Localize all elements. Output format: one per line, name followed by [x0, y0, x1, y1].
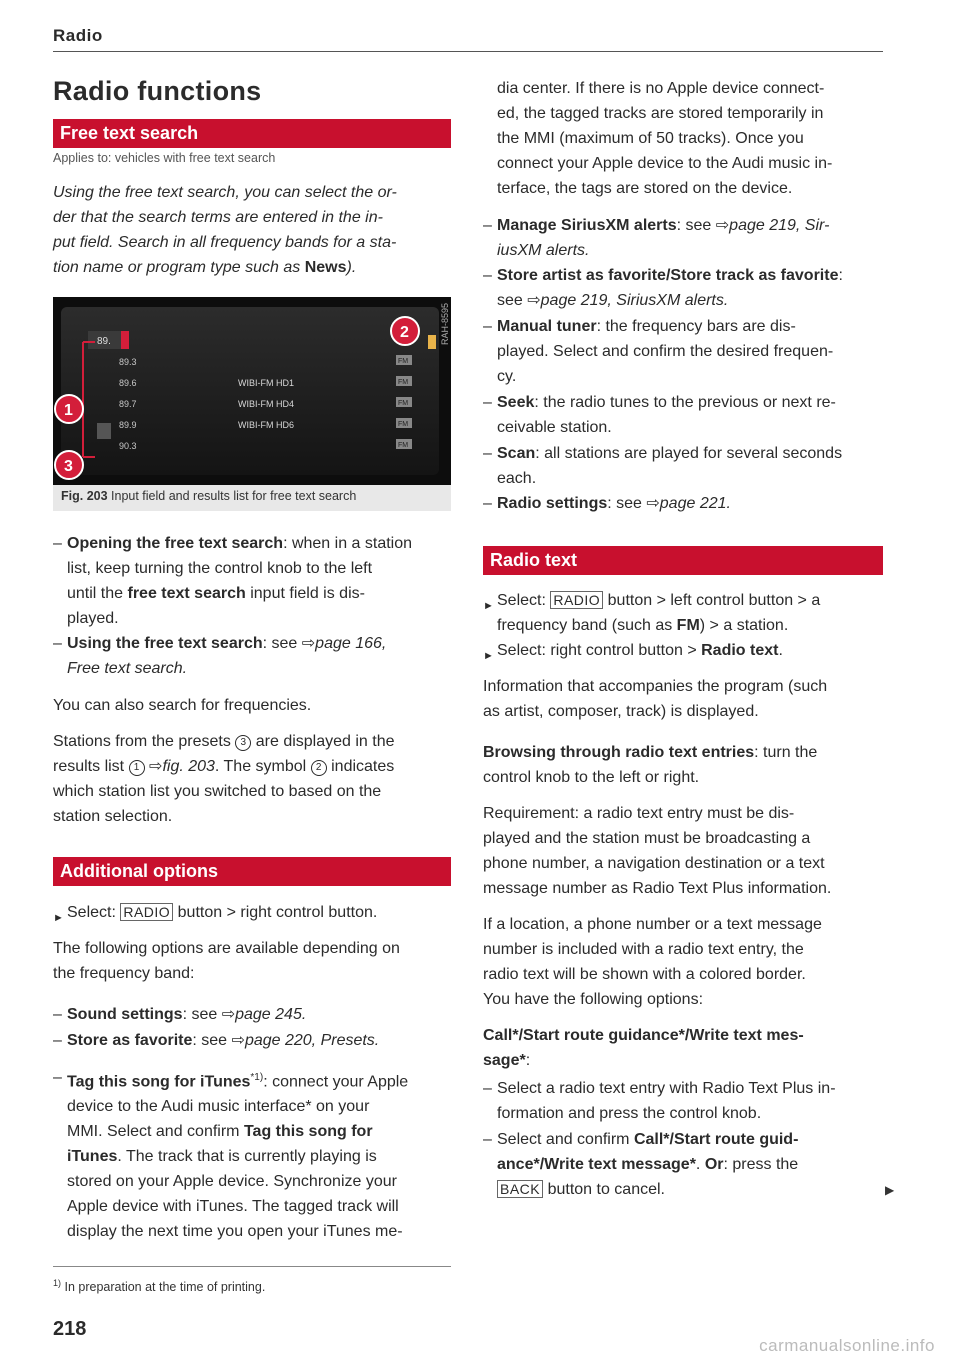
input-field-value: 89.	[97, 336, 111, 347]
fm-icon: FM	[398, 442, 409, 449]
applies-to-note: Applies to: vehicles with free text search	[53, 151, 276, 165]
list-item-sound: – Sound settings: see ⇨page 245.	[53, 1006, 307, 1023]
mmi-screen-image	[53, 297, 451, 485]
result-station: WIBI-FM HD6	[238, 420, 294, 430]
page-number: 218	[53, 1318, 87, 1340]
page-ref-link[interactable]: page 166,	[315, 635, 387, 652]
header-rule	[53, 51, 883, 52]
page-title: Radio functions	[53, 76, 262, 106]
page-ref-link[interactable]: page 245.	[235, 1006, 307, 1023]
presets-paragraph: Stations from the presets 3 are displayed in the results list 1 ⇨fig. 203. The symbol 2 indicates which station list you switched to based on the station selection.	[53, 733, 395, 825]
continue-arrow-icon: ▶	[885, 1183, 895, 1197]
result-freq: 89.9	[119, 420, 137, 430]
callout-1-label: 1	[64, 402, 73, 419]
select-step-radio-text-2: ► Select: right control button > Radio text.	[483, 642, 783, 662]
figure-code: RAH-8595	[440, 302, 450, 345]
radio-key: RADIO	[120, 903, 173, 921]
intro-paragraph: Using the free text search, you can select the or- der that the search terms are entered in the in- put field. Search in all frequency bands for a sta- tion name or program type such as News).	[53, 184, 397, 276]
list-item-option-2: – Select and confirm Call*/Start route guid- ance*/Write text message*. Or: press the BACK button to cancel.	[483, 1131, 799, 1198]
figure-caption: Fig. 203 Input field and results list for free text search	[61, 489, 357, 503]
list-item-store-artist: – Store artist as favorite/Store track as favorite: see ⇨page 219, SiriusXM alerts.	[483, 267, 843, 309]
callout-3-label: 3	[64, 458, 73, 475]
list-item-seek: – Seek: the radio tunes to the previous or next re- ceivable station.	[483, 394, 836, 436]
callout-1-ref: 1	[129, 760, 145, 776]
page-ref-link[interactable]: page 221.	[659, 495, 731, 512]
list-item-option-1: – Select a radio text entry with Radio Text Plus in- formation and press the control knob.	[483, 1080, 836, 1122]
fm-icon: FM	[398, 400, 409, 407]
footnote-rule	[53, 1266, 451, 1267]
list-item-scan: – Scan: all stations are played for several seconds each.	[483, 445, 843, 487]
list-item-opening: – Opening the free text search: when in a station list, keep turning the control knob to the left until the free text search input field is dis- played.	[53, 535, 413, 627]
page-ref-link[interactable]: page 220, Presets.	[244, 1032, 380, 1049]
back-key: BACK	[497, 1180, 543, 1198]
select-step-radio-text-1: ► Select: RADIO button > left control button > a frequency band (such as FM) > a station.	[483, 592, 821, 634]
fm-icon: FM	[398, 421, 409, 428]
list-item-radio-settings: – Radio settings: see ⇨page 221.	[483, 495, 731, 512]
page-ref-link[interactable]: page 219, SiriusXM alerts.	[540, 292, 729, 309]
fm-icon: FM	[398, 358, 409, 365]
list-item-siriusxm: – Manage SiriusXM alerts: see ⇨page 219, Sir- iusXM alerts.	[483, 217, 830, 259]
running-header: Radio	[53, 26, 103, 45]
list-item-store: – Store as favorite: see ⇨page 220, Presets.	[53, 1032, 380, 1049]
result-freq: 90.3	[119, 441, 137, 451]
requirement-paragraph: Requirement: a radio text entry must be dis- played and the station must be broadcasting a phone number, a navigation destination or a text message number as Radio Text Plus information.	[483, 805, 832, 897]
depend-paragraph: The following options are available depending on the frequency band:	[53, 940, 400, 982]
list-item-using: – Using the free text search: see ⇨page 166, Free text search.	[53, 635, 387, 677]
section-heading-free-text-search: Free text search	[53, 119, 451, 148]
callout-3-ref: 3	[235, 735, 251, 751]
tag-continuation: dia center. If there is no Apple device connect- ed, the tagged tracks are stored temporarily in the MMI (maximum of 50 tracks). Once you connect your Apple device to the Audi music in- terface, the tags are stored on the device.	[497, 80, 833, 197]
section-heading-radio-text: Radio text	[483, 546, 883, 575]
result-freq: 89.6	[119, 378, 137, 388]
call-heading: Call*/Start route guidance*/Write text mes- sage*:	[483, 1027, 804, 1069]
info-paragraph: Information that accompanies the program (such as artist, composer, track) is displayed.	[483, 678, 828, 720]
result-freq: 89.7	[119, 399, 137, 409]
result-freq: 89.3	[119, 357, 137, 367]
figure-ref-link[interactable]: fig. 203	[162, 758, 215, 775]
frequency-note: You can also search for frequencies.	[53, 697, 312, 714]
callout-2-ref: 2	[311, 760, 327, 776]
figure-203	[53, 297, 451, 511]
radio-key: RADIO	[550, 591, 603, 609]
location-paragraph: If a location, a phone number or a text message number is included with a radio text entry, the radio text will be shown with a colored border. You have the following options:	[483, 916, 822, 1008]
mmi-screen-drawing	[53, 297, 451, 485]
page-ref-link[interactable]: page 219, Sir-	[729, 217, 830, 234]
select-step-additional: ► Select: RADIO button > right control button.	[53, 904, 378, 924]
result-station: WIBI-FM HD1	[238, 378, 294, 388]
result-station: WIBI-FM HD4	[238, 399, 294, 409]
watermark: carmanualsonline.info	[759, 1336, 935, 1355]
list-item-manual-tuner: – Manual tuner: the frequency bars are dis- played. Select and confirm the desired frequen- cy.	[483, 318, 834, 385]
fm-icon: FM	[398, 379, 409, 386]
list-item-tag: – Tag this song for iTunes$^{*1)}$: connect your Apple device to the Audi music interface* on your MMI. Select and confirm Tag this song for iTunes. The track that is currently playing is stored on your Apple device. Synchronize your Apple device with iTunes. The tagged track will display the next time you open your iTunes me-	[53, 1069, 409, 1241]
section-heading-additional-options: Additional options	[53, 857, 451, 886]
browse-paragraph: Browsing through radio text entries: turn the control knob to the left or right.	[483, 744, 818, 786]
callout-2-label: 2	[400, 324, 409, 341]
footnote: $^{1)}$ In preparation at the time of printing.	[53, 1278, 266, 1295]
